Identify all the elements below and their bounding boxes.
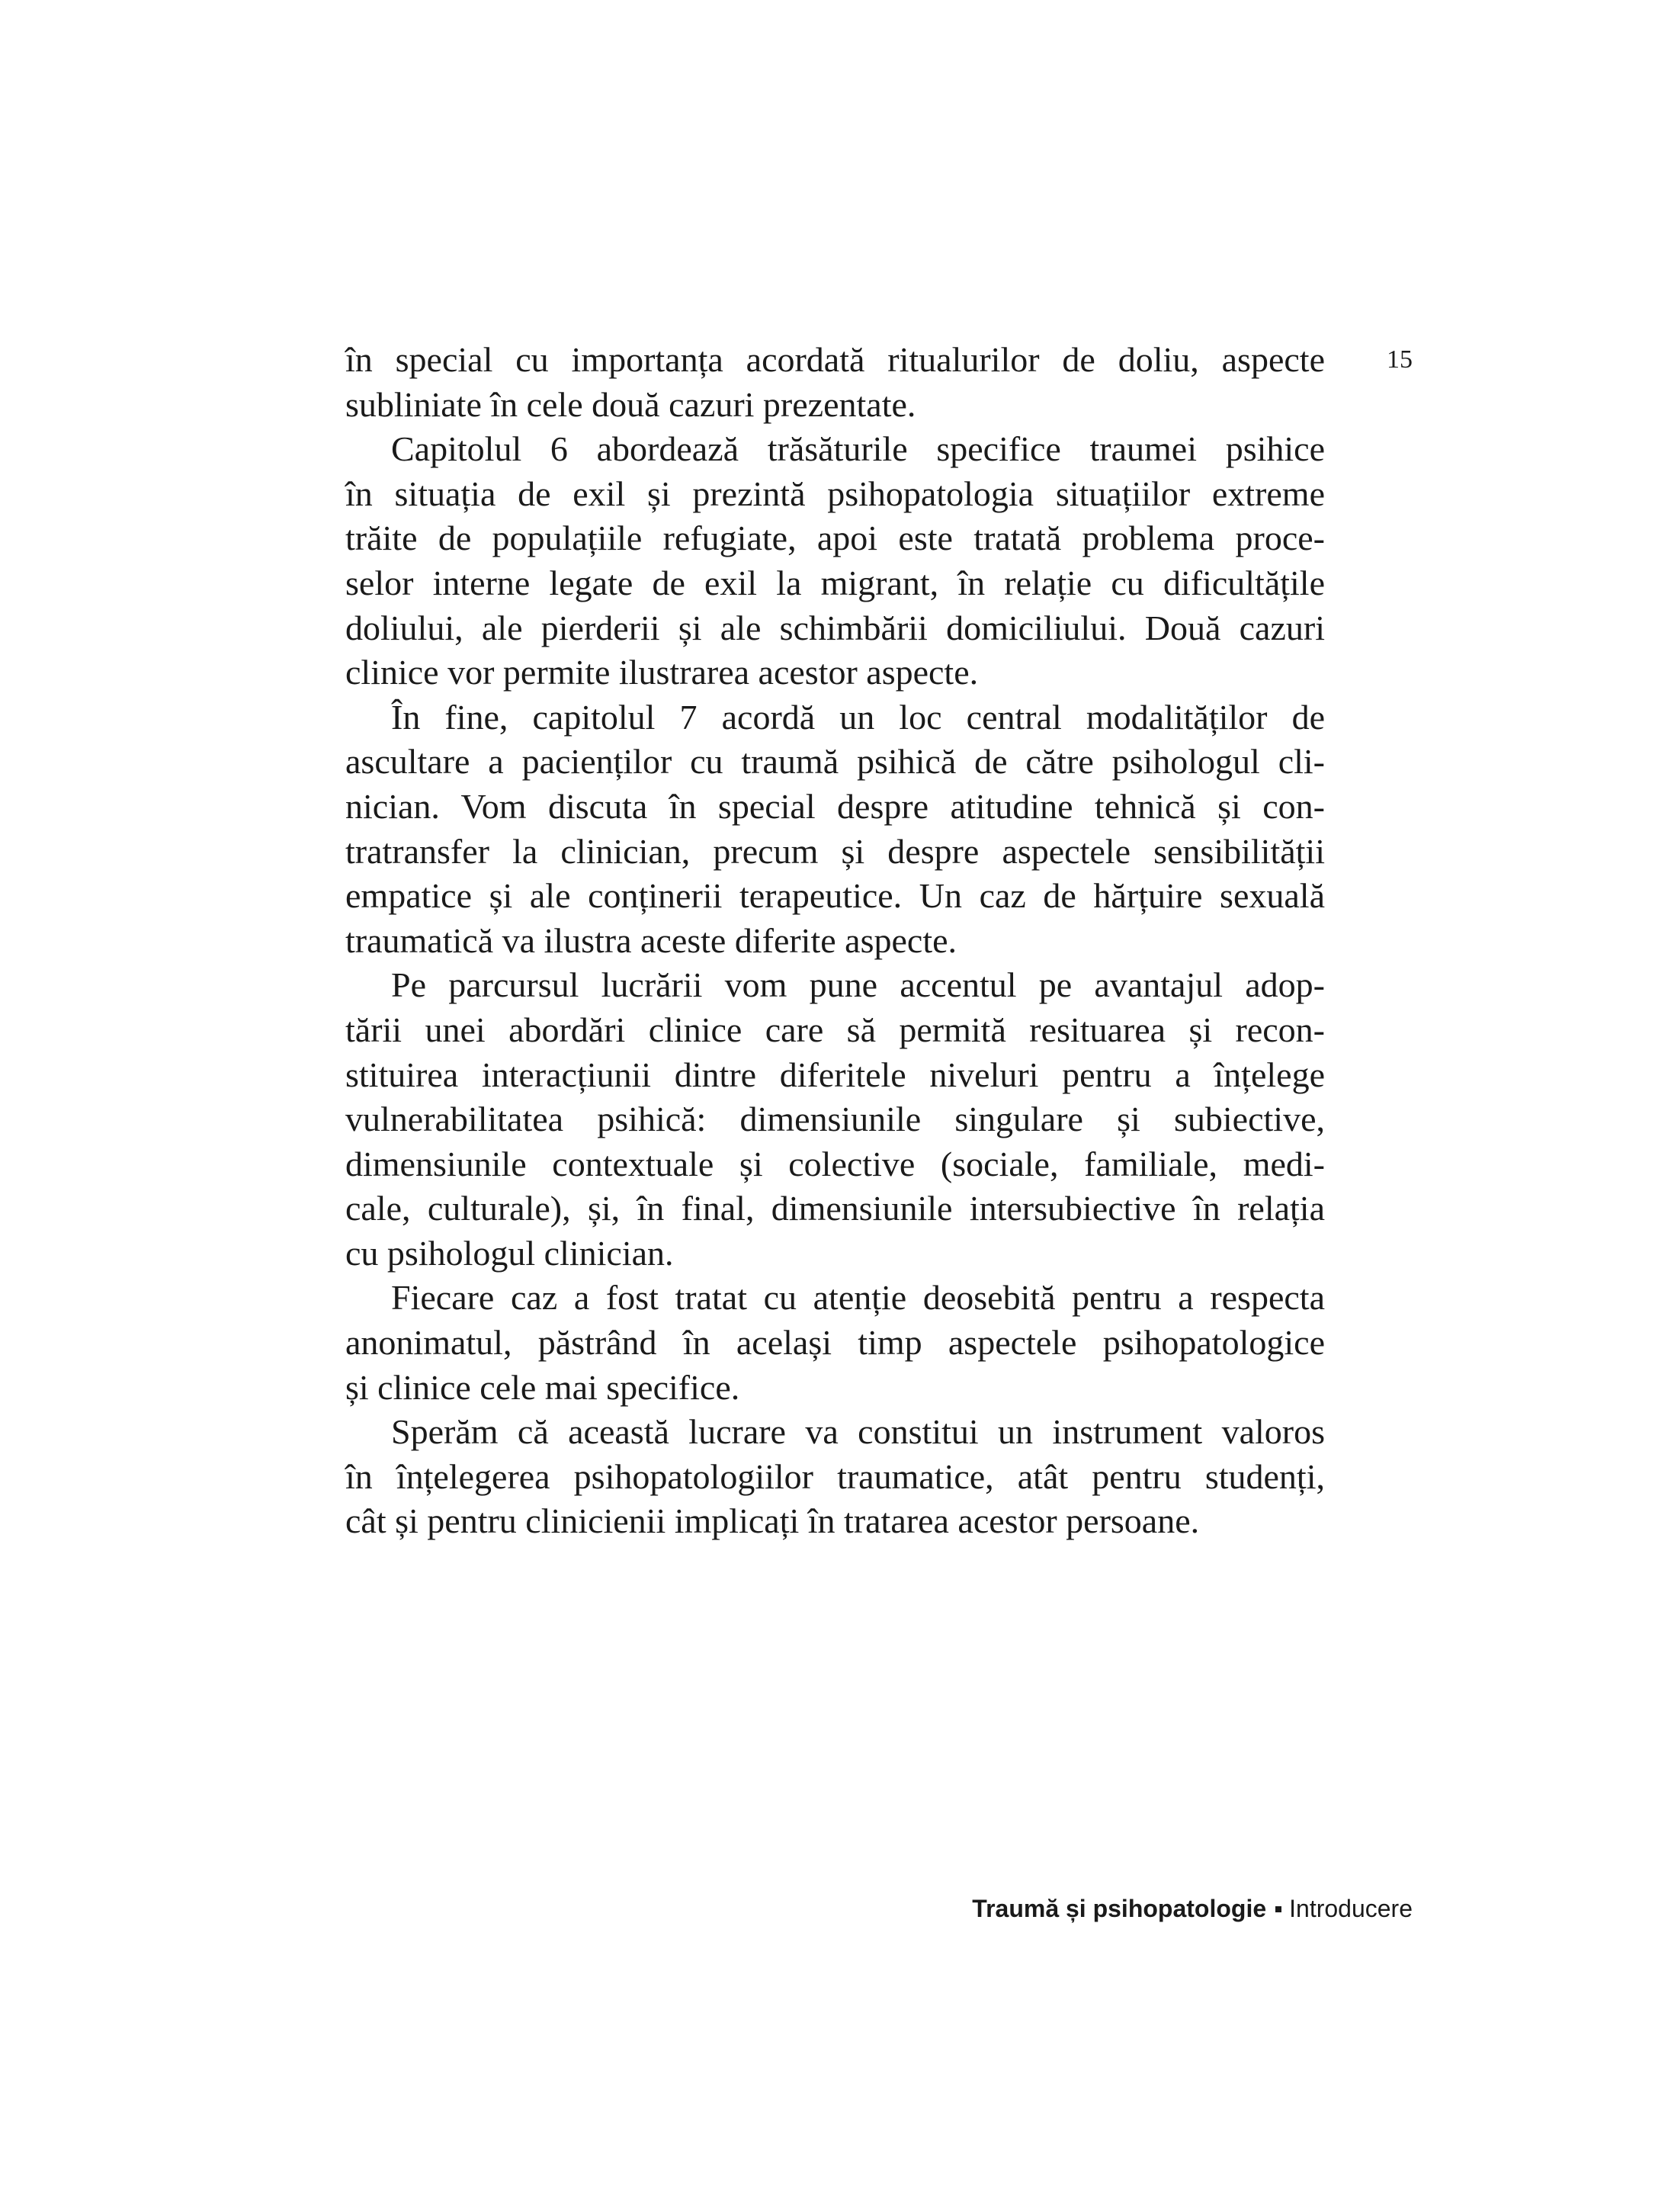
text-line: cât și pentru clinicienii implicați în tratarea acestor persoane. xyxy=(345,1501,1200,1541)
paragraph xyxy=(345,963,1325,1276)
text-line: în situația de exil și prezintă psihopatologia situațiilor extreme xyxy=(345,474,1325,513)
text-line: stituirea interacțiunii dintre diferitele niveluri pentru a înțelege xyxy=(345,1055,1325,1094)
text-line: clinice vor permite ilustrarea acestor aspecte. xyxy=(345,653,979,692)
text-line: ascultare a pacienților cu traumă psihică de către psihologul cli- xyxy=(345,742,1325,782)
text-line: vulnerabilitatea psihică: dimensiunile singulare și subiective, xyxy=(345,1100,1325,1139)
text-line: Capitolul 6 abordează trăsăturile specifice traumei psihice xyxy=(391,429,1325,469)
text-line: în înțelegerea psihopatologiilor traumatice, atât pentru studenți, xyxy=(345,1456,1325,1496)
paragraph xyxy=(345,1276,1325,1410)
page-number: 15 xyxy=(1387,345,1413,374)
text-line: selor interne legate de exil la migrant, în relație cu dificultățile xyxy=(345,563,1325,602)
text-line: dimensiunile contextuale și colective (sociale, familiale, medi- xyxy=(345,1144,1325,1183)
text-line: Sperăm că această lucrare va constitui un instrument valoros xyxy=(391,1412,1325,1452)
square-bullet-icon xyxy=(1275,1906,1281,1912)
paragraph xyxy=(345,1410,1325,1544)
text-line: nician. Vom discuta în special despre atitudine tehnică și con- xyxy=(345,786,1325,826)
text-line: empatice și ale conținerii terapeutice. Un caz de hărțuire sexuală xyxy=(345,876,1325,916)
text-line: anonimatul, păstrând în același timp aspectele psihopatologice xyxy=(345,1323,1325,1363)
text-line: cu psihologul clinician. xyxy=(345,1233,674,1273)
text-line: și clinice cele mai specifice. xyxy=(345,1367,740,1407)
text-line: În fine, capitolul 7 acordă un loc central modalităților de xyxy=(391,697,1325,737)
text-line: în special cu importanța acordată ritualurilor de doliu, aspecte xyxy=(345,340,1325,379)
footer-section-title: Introducere xyxy=(1289,1895,1413,1922)
body-text xyxy=(345,338,1325,1544)
running-footer xyxy=(839,1894,1413,1923)
paragraph xyxy=(345,427,1325,695)
paragraph xyxy=(345,338,1325,427)
text-line: tării unei abordări clinice care să permită resituarea și recon- xyxy=(345,1010,1325,1049)
text-line: Fiecare caz a fost tratat cu atenție deosebită pentru a respecta xyxy=(391,1278,1325,1318)
text-line: subliniate în cele două cazuri prezentate. xyxy=(345,384,916,424)
text-line: cale, culturale), și, în final, dimensiunile intersubiective în relația xyxy=(345,1189,1325,1228)
text-line: trăite de populațiile refugiate, apoi este tratată problema proce- xyxy=(345,518,1325,558)
footer-book-title: Traumă și psihopatologie xyxy=(972,1895,1267,1922)
text-line: Pe parcursul lucrării vom pune accentul pe avantajul adop- xyxy=(391,965,1325,1005)
text-line: traumatică va ilustra aceste diferite aspecte. xyxy=(345,920,957,960)
text-line: tratransfer la clinician, precum și despre aspectele sensibilității xyxy=(345,831,1325,871)
paragraph xyxy=(345,695,1325,964)
text-line: doliului, ale pierderii și ale schimbării domiciliului. Două cazuri xyxy=(345,608,1325,647)
